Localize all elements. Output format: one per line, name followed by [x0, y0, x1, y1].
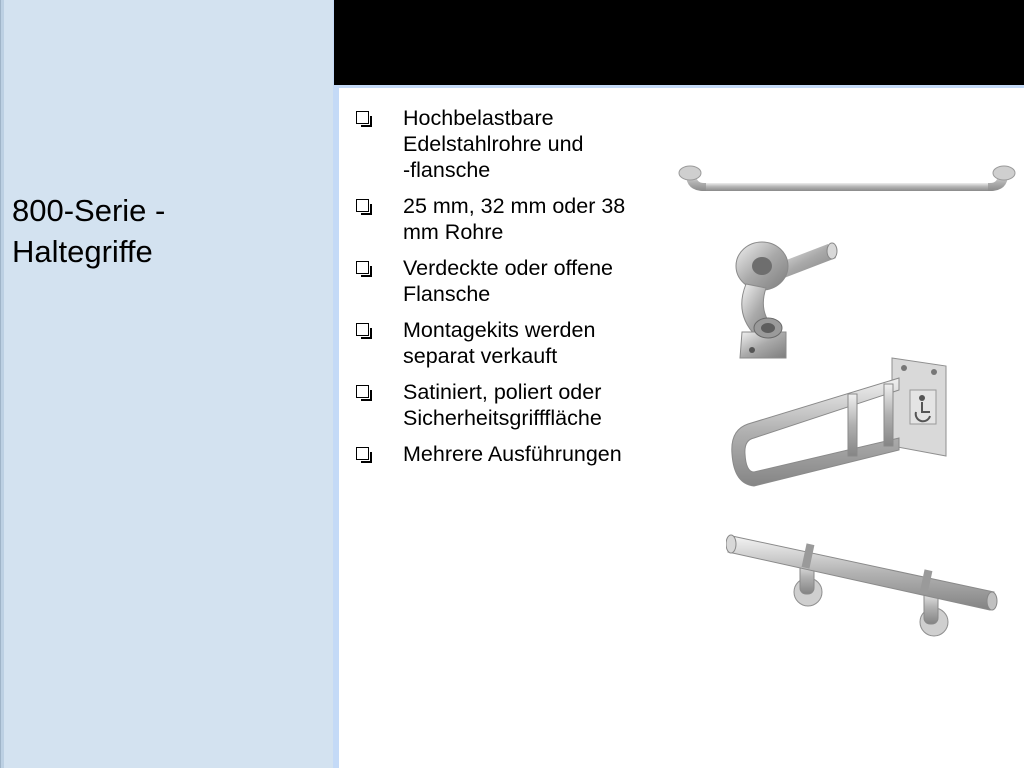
bullet-item: [353, 105, 693, 183]
bullet-line: Sicherheitsgrifffläche: [403, 406, 602, 430]
checkbox-bullet-icon: [356, 261, 369, 274]
header-bar: [334, 0, 1024, 85]
bullet-line: mm Rohre: [403, 220, 504, 244]
checkbox-bullet-icon: [356, 323, 369, 336]
bullet-item: [353, 379, 693, 431]
checkbox-bullet-icon: [356, 385, 369, 398]
bullet-line: 25 mm, 32 mm oder 38: [403, 194, 626, 218]
curved-flange-icon: [728, 236, 840, 366]
checkbox-bullet-icon: [356, 111, 369, 124]
bullet-line: Mehrere Ausführungen: [403, 442, 622, 466]
handrail-icon: [726, 530, 1000, 642]
bullet-line: Flansche: [403, 282, 491, 306]
title-panel: [0, 0, 334, 768]
bullet-item: [353, 317, 693, 369]
folding-grab-bar-icon: [724, 354, 954, 500]
bullet-item: [353, 441, 693, 467]
checkbox-bullet-icon: [356, 199, 369, 212]
bullet-line: Montagekits werden: [403, 318, 596, 342]
bullet-item: [353, 193, 693, 245]
bullet-line: Hochbelastbare: [403, 106, 554, 130]
checkbox-bullet-icon: [356, 447, 369, 460]
panel-divider: [333, 0, 339, 768]
straight-grab-bar-icon: [676, 160, 1018, 202]
bullet-line: Edelstahlrohre und: [403, 132, 584, 156]
bullet-line: -flansche: [403, 158, 491, 182]
bullet-line: Satiniert, poliert oder: [403, 380, 602, 404]
bullet-line: Verdeckte oder offene: [403, 256, 613, 280]
title-line-1: 800-Serie -: [12, 193, 166, 228]
bullet-line: separat verkauft: [403, 344, 558, 368]
slide-title: [12, 190, 312, 272]
panel-edge: [1, 0, 4, 768]
title-line-2: Haltegriffe: [12, 234, 153, 269]
header-strip: [334, 85, 1024, 88]
bullet-list: [353, 105, 693, 477]
bullet-item: [353, 255, 693, 307]
